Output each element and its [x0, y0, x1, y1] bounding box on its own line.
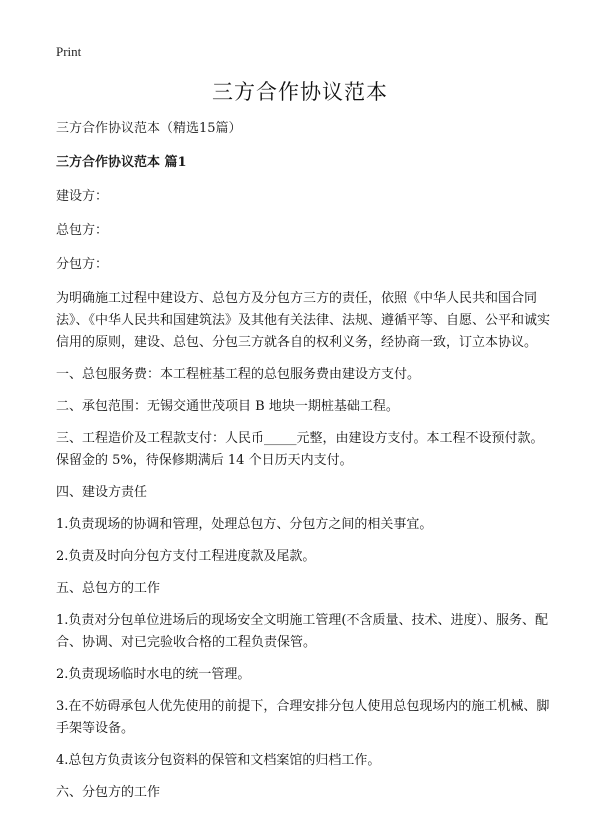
paragraph-service-fee: 一、总包服务费：本工程桩基工程的总包服务费由建设方支付。 [56, 367, 421, 382]
document-subtitle: 三方合作协议范本（精选15篇） [56, 121, 242, 136]
document-body [56, 118, 556, 814]
party-builder: 建设方： [56, 189, 109, 204]
paragraph-builder-duty-heading: 四、建设方责任 [56, 485, 148, 500]
paragraph-intro: 为明确施工过程中建设方、总包方及分包方三方的责任，依照《中华人民共和国合同法》、《中华人民共和国建筑法》及其他有关法律、法规、遵循平等、自愿、公平和诚实信用的原则，建设、总包、分包三方就各自的权利义务，经协商一致，订立本协议。 [56, 291, 551, 350]
print-label: Print [56, 44, 82, 59]
document-title: 三方合作协议范本 [212, 80, 388, 104]
paragraph-sub-duty-heading: 六、分包方的工作 [56, 785, 161, 800]
section-heading: 三方合作协议范本 篇1 [56, 155, 187, 170]
paragraph-builder-duty-2: 2.负责及时向分包方支付工程进度款及尾款。 [56, 549, 316, 564]
paragraph-payment: 三、工程造价及工程款支付：人民币_____元整，由建设方支付。本工程不设预付款。保留金的 5%，待保修期满后 14 个日历天内支付。 [56, 431, 544, 468]
paragraph-gc-duty-1: 1.负责对分包单位进场后的现场安全文明施工管理(不含质量、技术、进度）、服务、配合、协调、对已完验收合格的工程负责保管。 [56, 613, 548, 650]
party-general-contractor: 总包方： [56, 223, 109, 238]
paragraph-builder-duty-1: 1.负责现场的协调和管理，处理总包方、分包方之间的相关事宜。 [56, 517, 433, 532]
party-subcontractor: 分包方： [56, 257, 109, 272]
paragraph-gc-duty-heading: 五、总包方的工作 [56, 581, 161, 596]
paragraph-gc-duty-3: 3.在不妨碍承包人优先使用的前提下，合理安排分包人使用总包现场内的施工机械、脚手架等设备。 [56, 699, 550, 736]
paragraph-scope: 二、承包范围：无锡交通世茂项目 B 地块一期桩基础工程。 [56, 399, 399, 414]
paragraph-gc-duty-2: 2.负责现场临时水电的统一管理。 [56, 667, 251, 682]
paragraph-gc-duty-4: 4.总包方负责该分包资料的保管和文档案馆的归档工作。 [56, 753, 381, 768]
